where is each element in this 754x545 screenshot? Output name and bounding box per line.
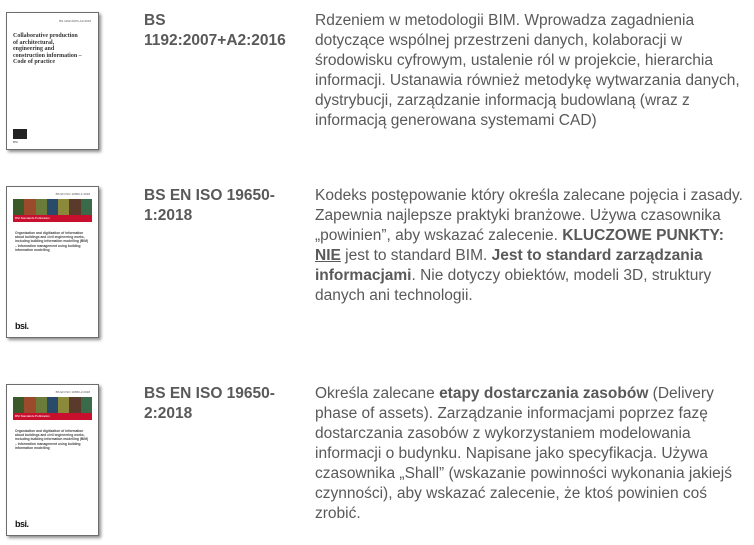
standard-description bbox=[315, 384, 747, 524]
desc-text: (Delivery phase of assets). Zarządzanie informacjami poprzez fazę dostarczania zasobów z wykorzystaniem modelowania informacji o budynku. Napisane jako specyfikacja. Używa czasownika „Shall” (wskazanie powinności wykonania jakiejś czynności), aby wskazać zalecenie, że ktoś powinien coś zrobić. bbox=[315, 385, 732, 522]
cover-title: Organization and digitization of information about buildings and civil engineering works, including building information modelling (BIM) – Information management using building information modelling bbox=[15, 429, 89, 450]
cover-logo-text: BSI bbox=[13, 140, 18, 144]
standard-description bbox=[315, 11, 747, 131]
bsi-logo-text: bsi. bbox=[15, 321, 29, 331]
desc-text: jest to standard BIM. bbox=[340, 247, 492, 264]
iso19650-1-cover-image bbox=[6, 186, 99, 338]
desc-text: . Nie dotyczy obiektów, modeli 3D, struktury danych ani technologii. bbox=[315, 267, 712, 304]
cover-reference: BS EN ISO 19650-2:2018 bbox=[55, 390, 90, 394]
cover-title: Organization and digitization of information about buildings and civil engineering works, including building information modelling (BIM) – Information management using building information modelling bbox=[15, 231, 89, 252]
standard-code: BS 1192:2007+A2:2016 bbox=[144, 12, 286, 49]
cover-title: Collaborative production of architectural, engineering and construction information – Code of practice bbox=[13, 33, 82, 65]
cover-photo-band bbox=[13, 199, 92, 215]
standard-code: BS EN ISO 19650-2:2018 bbox=[144, 385, 275, 422]
desc-bold-underline-nie: NIE bbox=[315, 247, 341, 264]
desc-text: Kodeks postępowanie który określa zalecane pojęcia i zasady. Zapewnia najlepsze praktyki branżowe. Używa czasownika „powinien”, aby wskazać zalecenie. bbox=[315, 187, 743, 244]
cover-band-label: BSI Standards Publication bbox=[15, 216, 50, 220]
bsi-logo-icon bbox=[13, 129, 27, 139]
desc-bold-key-points: KLUCZOWE PUNKTY: bbox=[562, 227, 724, 244]
cover-reference: BS EN ISO 19650-1:2018 bbox=[55, 192, 90, 196]
standard-code: BS EN ISO 19650-1:2018 bbox=[144, 187, 275, 224]
desc-bold-delivery-stages: etapy dostarczania zasobów bbox=[439, 385, 649, 402]
cover-band-label: BSI Standards Publication bbox=[15, 414, 50, 418]
cover-photo-band bbox=[13, 397, 92, 413]
iso19650-2-cover-image bbox=[6, 384, 99, 536]
standard-description bbox=[315, 186, 747, 306]
desc-text: Rdzeniem w metodologii BIM. Wprowadza zagadnienia dotyczące wspólnej przestrzeni danych, kolaboracji w środowisku cyfrowym, ustalenie ról w projekcie, hierarchia informacji. Ustanawia również metodykę wytwarzania danych, dystrybucji, zarządzanie informacją budowlaną (wraz z informacją generowana systemami CAD) bbox=[315, 12, 740, 129]
bs1192-cover-image bbox=[6, 12, 99, 150]
desc-bold-info-mgmt: Jest to standard zarządzania informacjami bbox=[315, 247, 703, 284]
cover-reference: BS 1192:2007+A2:2016 bbox=[59, 19, 91, 23]
bsi-logo-text: bsi. bbox=[15, 519, 29, 529]
desc-text: Określa zalecane bbox=[315, 385, 440, 402]
